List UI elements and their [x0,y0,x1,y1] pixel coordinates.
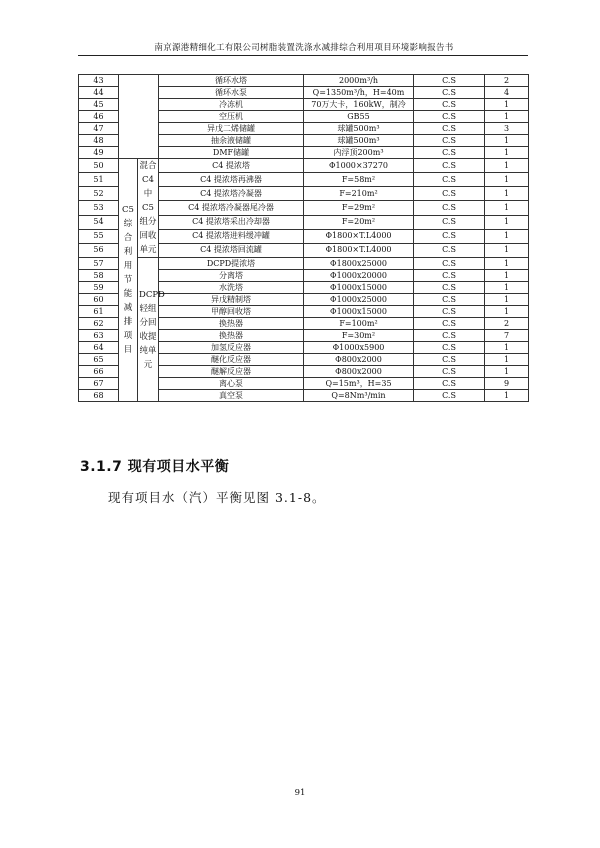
quantity-cell: 1 [485,147,529,159]
material-cell: C.S [414,229,485,243]
equipment-name-cell: 离心泵 [159,378,304,390]
row-number-cell: 68 [79,390,119,402]
row-number-cell: 64 [79,342,119,354]
equipment-name-cell: 空压机 [159,111,304,123]
equipment-table-body [79,75,529,402]
specification-cell: Φ1000x15000 [304,282,414,294]
equipment-name-cell: 加氢反应器 [159,342,304,354]
specification-cell: F=29m² [304,201,414,215]
quantity-cell: 1 [485,270,529,282]
quantity-cell: 1 [485,215,529,229]
specification-cell: F=58m² [304,173,414,187]
section-title: 3.1.7 现有项目水平衡 [80,459,230,475]
table-row [79,159,529,173]
quantity-cell: 1 [485,294,529,306]
equipment-name-cell: 异戊二烯储罐 [159,123,304,135]
specification-cell: Φ1000x25000 [304,294,414,306]
quantity-cell: 1 [485,282,529,294]
row-number-cell: 54 [79,215,119,229]
equipment-name-cell: 冷冻机 [159,99,304,111]
material-cell: C.S [414,366,485,378]
equipment-name-cell: C4 提浓塔采出冷却器 [159,215,304,229]
equipment-name-cell: 真空泵 [159,390,304,402]
row-number-cell: 44 [79,87,119,99]
row-number-cell: 48 [79,135,119,147]
material-cell: C.S [414,75,485,87]
quantity-cell: 1 [485,135,529,147]
equipment-name-cell: 水洗塔 [159,282,304,294]
equipment-name-cell: C4 提浓塔 [159,159,304,173]
dcpd-recovery-unit-cell: DCPD轻组分回收提纯单元 [138,258,159,402]
specification-cell: GB55 [304,111,414,123]
quantity-cell: 3 [485,123,529,135]
specification-cell: Φ1000×37270 [304,159,414,173]
row-number-cell: 61 [79,306,119,318]
section-body-text: 现有项目水（汽）平衡见图 3.1-8。 [108,490,326,505]
table-row [79,258,529,270]
equipment-name-cell: 抽余液储罐 [159,135,304,147]
material-cell: C.S [414,282,485,294]
document-header: 南京源港精细化工有限公司树脂装置洗涤水减排综合利用项目环境影响报告书 [154,43,454,53]
quantity-cell: 9 [485,378,529,390]
specification-cell: Q=8Nm³/min [304,390,414,402]
row-number-cell: 66 [79,366,119,378]
specification-cell: Φ800x2000 [304,354,414,366]
equipment-name-cell: 异戊精制塔 [159,294,304,306]
quantity-cell: 4 [485,87,529,99]
material-cell: C.S [414,378,485,390]
material-cell: C.S [414,390,485,402]
material-cell: C.S [414,173,485,187]
empty-group-cell [119,75,159,159]
equipment-name-cell: C4 提浓塔冷凝器尾冷器 [159,201,304,215]
quantity-cell: 1 [485,173,529,187]
row-number-cell: 53 [79,201,119,215]
row-number-cell: 58 [79,270,119,282]
row-number-cell: 59 [79,282,119,294]
material-cell: C.S [414,111,485,123]
specification-cell: F=20m² [304,215,414,229]
specification-cell: Φ1800×T.L4000 [304,229,414,243]
material-cell: C.S [414,342,485,354]
equipment-name-cell: 循环水泵 [159,87,304,99]
quantity-cell: 1 [485,258,529,270]
quantity-cell: 2 [485,318,529,330]
material-cell: C.S [414,294,485,306]
specification-cell: Φ1000x20000 [304,270,414,282]
material-cell: C.S [414,159,485,173]
quantity-cell: 1 [485,243,529,257]
quantity-cell: 1 [485,366,529,378]
specification-cell: 内浮顶200m³ [304,147,414,159]
project-group-cell: C5综合利用节能减排项目 [119,159,138,402]
specification-cell: Q=1350m³/h，H=40m [304,87,414,99]
row-number-cell: 50 [79,159,119,173]
equipment-name-cell: C4 提浓塔再沸器 [159,173,304,187]
equipment-name-cell: C4 提浓塔冷凝器 [159,187,304,201]
equipment-name-cell: 循环水塔 [159,75,304,87]
quantity-cell: 1 [485,159,529,173]
specification-cell: 球罐500m³ [304,135,414,147]
table-row [79,75,529,87]
equipment-name-cell: 换热器 [159,330,304,342]
equipment-name-cell: 甲醇回收塔 [159,306,304,318]
quantity-cell: 1 [485,99,529,111]
quantity-cell: 1 [485,342,529,354]
specification-cell: 球罐500m³ [304,123,414,135]
row-number-cell: 46 [79,111,119,123]
specification-cell: Φ800x2000 [304,366,414,378]
specification-cell: 70万大卡，160kW，制冷 [304,99,414,111]
quantity-cell: 1 [485,229,529,243]
header-divider [78,55,528,56]
equipment-name-cell: C4 提浓塔回流罐 [159,243,304,257]
row-number-cell: 45 [79,99,119,111]
row-number-cell: 47 [79,123,119,135]
row-number-cell: 60 [79,294,119,306]
equipment-name-cell: DCPD提浓塔 [159,258,304,270]
quantity-cell: 1 [485,354,529,366]
row-number-cell: 51 [79,173,119,187]
page-number: 91 [294,788,306,798]
equipment-name-cell: C4 提浓塔进料缓冲罐 [159,229,304,243]
row-number-cell: 57 [79,258,119,270]
quantity-cell: 7 [485,330,529,342]
equipment-name-cell: 醚解反应器 [159,366,304,378]
row-number-cell: 52 [79,187,119,201]
specification-cell: Φ1800×T.L4000 [304,243,414,257]
row-number-cell: 56 [79,243,119,257]
specification-cell: F=30m² [304,330,414,342]
quantity-cell: 1 [485,390,529,402]
material-cell: C.S [414,187,485,201]
specification-cell: F=100m² [304,318,414,330]
material-cell: C.S [414,87,485,99]
quantity-cell: 1 [485,111,529,123]
material-cell: C.S [414,243,485,257]
equipment-name-cell: 醚化反应器 [159,354,304,366]
material-cell: C.S [414,201,485,215]
row-number-cell: 43 [79,75,119,87]
quantity-cell: 1 [485,201,529,215]
material-cell: C.S [414,306,485,318]
specification-cell: 2000m³/h [304,75,414,87]
equipment-name-cell: 换热器 [159,318,304,330]
material-cell: C.S [414,258,485,270]
material-cell: C.S [414,135,485,147]
equipment-name-cell: 分离塔 [159,270,304,282]
specification-cell: Φ1000x15000 [304,306,414,318]
specification-cell: Q=15m³，H=35 [304,378,414,390]
material-cell: C.S [414,330,485,342]
equipment-name-cell: DMF储罐 [159,147,304,159]
c4-recovery-unit-cell: 混合C4中C5组分回收单元 [138,159,159,258]
specification-cell: Φ1800x25000 [304,258,414,270]
row-number-cell: 65 [79,354,119,366]
material-cell: C.S [414,354,485,366]
specification-cell: Φ1000x5900 [304,342,414,354]
row-number-cell: 67 [79,378,119,390]
row-number-cell: 63 [79,330,119,342]
material-cell: C.S [414,123,485,135]
row-number-cell: 49 [79,147,119,159]
quantity-cell: 1 [485,187,529,201]
material-cell: C.S [414,318,485,330]
row-number-cell: 62 [79,318,119,330]
material-cell: C.S [414,270,485,282]
material-cell: C.S [414,147,485,159]
quantity-cell: 1 [485,306,529,318]
quantity-cell: 2 [485,75,529,87]
equipment-table [78,74,529,402]
row-number-cell: 55 [79,229,119,243]
material-cell: C.S [414,215,485,229]
material-cell: C.S [414,99,485,111]
specification-cell: F=210m² [304,187,414,201]
